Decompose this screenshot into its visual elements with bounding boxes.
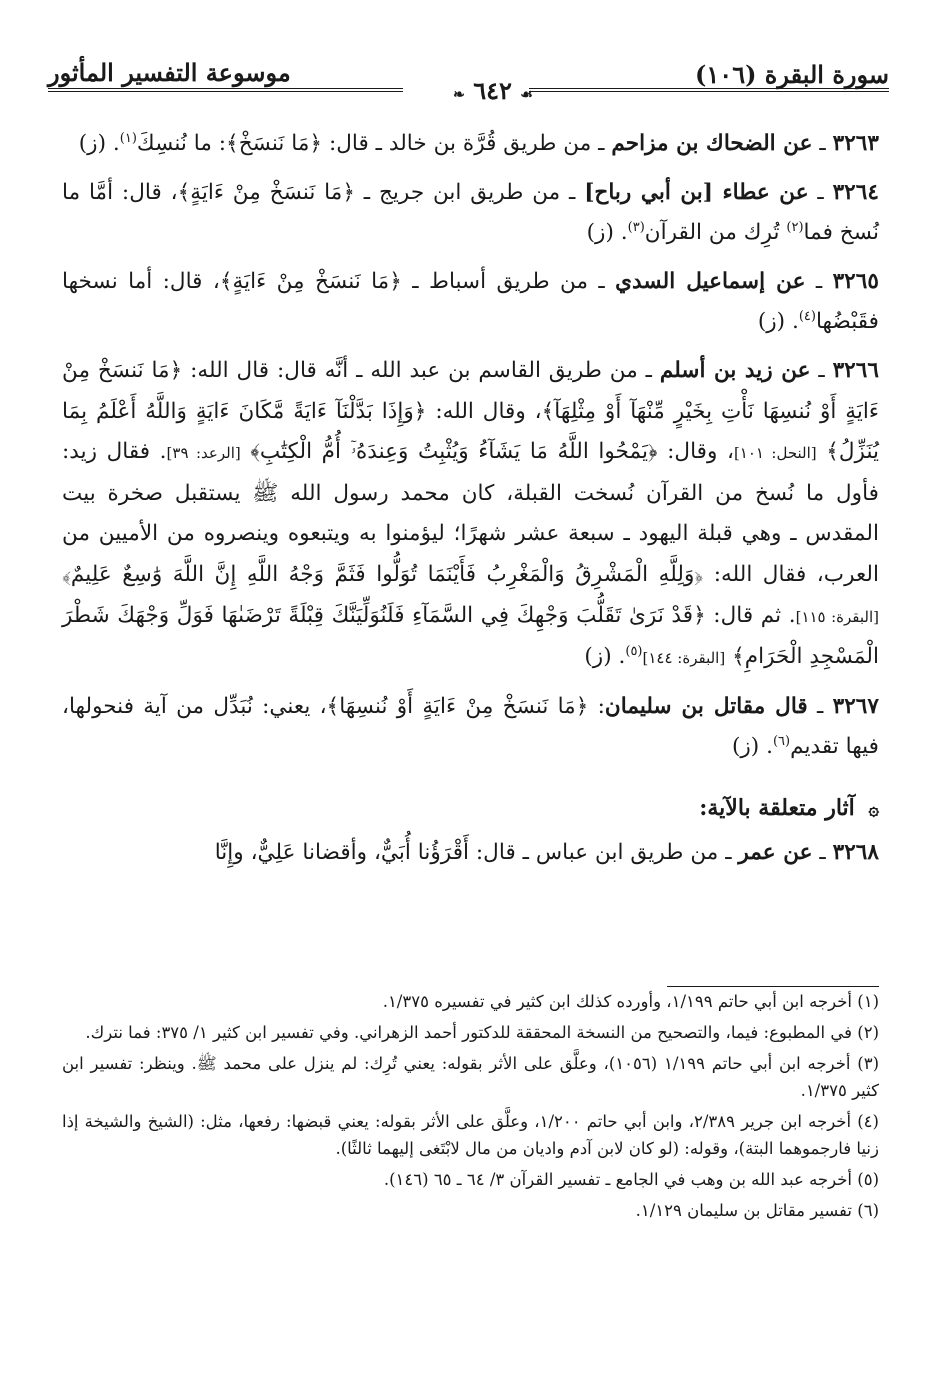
page-number-block	[418, 76, 568, 105]
footnote-mark: (١)	[119, 130, 137, 146]
entry-3265: ٣٢٦٥ ـ عن إسماعيل السدي ـ من طريق أسباط ـ ﴿مَا نَنسَخْ مِنْ ءَايَةٍ﴾، قال: أما نسخها فقَبْضُها$^{(٤)}$. (ز)	[62, 268, 879, 335]
footnote-2: (٢) في المطبوع: فيما، والتصحيح من النسخة المحققة للدكتور أحمد الزهراني. وفي تفسير ابن كثير ١/ ٣٧٥: فما نترك.	[85, 1023, 879, 1042]
entry-tail: . (ز)	[586, 220, 628, 246]
narrator: عن عمر	[738, 839, 813, 865]
footnotes	[62, 988, 879, 1228]
entry-number: ٣٢٦٧	[832, 693, 879, 719]
page-header	[48, 52, 889, 105]
star-icon: ۞	[868, 798, 879, 820]
entry-tail: . (ز)	[584, 644, 626, 670]
surah-title: سورة البقرة (١٠٦)	[695, 60, 889, 89]
ornament-right: ☙	[520, 87, 533, 103]
section-title: آثار متعلقة بالآية:	[699, 794, 855, 821]
entry-3263: ٣٢٦٣ ـ عن الضحاك بن مزاحم ـ من طريق قُرَّة بن خالد ـ قال: ﴿مَا نَنسَخْ﴾: ما نُنسِكَ$^{(١)}$. (ز)	[78, 130, 879, 156]
verse-reference: [الرعد: ٣٩]	[166, 444, 241, 463]
entry-number: ٣٢٦٨	[832, 839, 879, 865]
entry-3268: ٣٢٦٨ ـ عن عمر ـ من طريق ابن عباس ـ قال: أَقْرَؤُنا أُبَيٌّ، وأقضانا عَلِيٌّ، وإِنَّا	[214, 839, 879, 865]
entry-3266: ٣٢٦٦ ـ عن زيد بن أسلم ـ من طريق القاسم بن عبد الله ـ أنَّه قال: قال الله: ﴿مَا نَنسَخْ مِنْ ءَايَةٍ أَوْ نُنسِهَا نَأْتِ بِخَيْرٍ مِّنْهَآ أَوْ مِثْلِهَآ﴾، وقال الله: ﴿وَإِذَا بَدَّلْنَآ ءَايَةً مَّكَانَ ءَايَةٍ وَاللَّهُ أَعْلَمُ بِمَا يُنَزِّلُ﴾ [النحل: ١٠١]، وقال: ﴿يَمْحُوا اللَّهُ مَا يَشَآءُ وَيُثْبِتُ وَعِندَهُۥٓ أُمُّ الْكِتَٰبِ﴾ [الرعد: ٣٩]. فقال زيد: فأول ما نُسخ من القرآن نُسخت القبلة، كان محمد رسول الله ﷺ يستقبل صخرة بيت المقدس ـ وهي قبلة اليهود ـ سبعة عشر شهرًا؛ ليؤمنوا به ويتبعوه وينصروه من الأميين من العرب، فقال الله: ﴿وَلِلَّهِ الْمَشْرِقُ وَالْمَغْرِبُ فَأَيْنَمَا تُوَلُّوا فَثَمَّ وَجْهُ اللَّهِ إِنَّ اللَّهَ وَٰسِعٌ عَلِيمٌ﴾ [البقرة: ١١٥]. ثم قال: ﴿قَدْ نَرَىٰ تَقَلُّبَ وَجْهِكَ فِي السَّمَآءِ فَلَنُوَلِّيَنَّكَ قِبْلَةً تَرْضَىٰهَا فَوَلِّ وَجْهَكَ شَطْرَ الْمَسْجِدِ الْحَرَامِ﴾ [البقرة: ١٤٤]$^{(٥)}$. (ز)	[62, 357, 880, 670]
footnote-mark: (٤)	[798, 309, 816, 325]
narrator: قال مقاتل بن سليمان	[604, 693, 808, 719]
footnote-mark: (٢)	[786, 220, 804, 235]
footnote-mark: (٦)	[772, 734, 791, 750]
entry-3264: ٣٢٦٤ ـ عن عطاء [بن أبي رباح] ـ من طريق ابن جريج ـ ﴿مَا نَنسَخْ مِنْ ءَايَةٍ﴾، قال: أمَّا ما نُسخ فما$^{(٢)}$ تُرِك من القرآن$^{(٣)}$. (ز)	[62, 179, 879, 246]
footnote-mark: (٥)	[625, 643, 643, 659]
entry-text: ـ من طريق قُرَّة بن خالد ـ قال: ﴿مَا نَنسَخْ﴾: ما نُنسِكَ	[136, 131, 605, 156]
footnote-3: (٣) أخرجه ابن أبي حاتم ١/١٩٩ (١٠٥٦)، وعلَّق على الأثر بقوله: يعني تُرِك: لم ينزل على محمد ﷺ. وينظر: تفسير ابن كثير ١/٣٧٥.	[62, 1054, 880, 1100]
narrator: عن عطاء [بن أبي رباح]	[584, 179, 809, 205]
entry-number: ٣٢٦٣	[832, 131, 879, 156]
entry-text: ـ من طريق ابن عباس ـ قال: أَقْرَؤُنا أُبَيٌّ، وأقضانا عَلِيٌّ، وإِنَّا	[214, 839, 732, 865]
entry-3267: ٣٢٦٧ ـ قال مقاتل بن سليمان: ﴿مَا نَنسَخْ مِنْ ءَايَةٍ أَوْ نُنسِهَا﴾، يعني: نُبَدِّل من آية فنحولها، فيها تقديم$^{(٦)}$. (ز)	[62, 693, 879, 760]
entry-text: : ﴿مَا نَنسَخْ مِنْ ءَايَةٍ أَوْ نُنسِهَا﴾، يعني: نُبَدِّل من آية فنحولها، فيها تقديم	[62, 693, 879, 760]
main-text	[62, 124, 879, 881]
header-rule-left	[48, 88, 403, 92]
footnote-mark: (٣)	[627, 220, 645, 235]
entry-tail: . (ز)	[78, 131, 120, 156]
verse-reference: [النحل: ١٠١]	[733, 444, 817, 463]
entry-number: ٣٢٦٦	[832, 357, 879, 383]
header-rule-right	[529, 88, 889, 92]
narrator: عن زيد بن أسلم	[659, 357, 811, 383]
entry-text-b: ، وقال: ﴿يَمْحُوا اللَّهُ مَا يَشَآءُ وَيُثْبِتُ وَعِندَهُۥٓ أُمُّ الْكِتَٰبِ﴾	[250, 439, 734, 465]
entry-text-d: . ثم قال: ﴿قَدْ نَرَىٰ تَقَلُّبَ وَجْهِكَ فِي السَّمَآءِ فَلَنُوَلِّيَنَّكَ قِبْلَةً تَرْضَىٰهَا فَوَلِّ وَجْهَكَ شَطْرَ الْمَسْجِدِ الْحَرَامِ﴾	[62, 602, 879, 670]
footnote-6: (٦) تفسير مقاتل بن سليمان ١/١٢٩.	[635, 1201, 879, 1220]
book-title: موسوعة التفسير المأثور	[48, 58, 291, 87]
ornament-left: ❧	[453, 87, 465, 103]
entry-tail: . (ز)	[731, 734, 773, 760]
footnote-4: (٤) أخرجه ابن جرير ٢/٣٨٩، وابن أبي حاتم ١/٢٠٠، وعلَّق على الأثر بقوله: يعني قبضها: رفعها، مثل: (الشيخ والشيخة إذا زنيا فارجموهما البتة)، وقوله: (لو كان لابن آدم واديان من مال لابْتَغى إليهما ثالثًا).	[62, 1112, 879, 1158]
footnote-1: (١) أخرجه ابن أبي حاتم ١/١٩٩، وأورده كذلك ابن كثير في تفسيره ١/٣٧٥.	[382, 992, 879, 1011]
entry-number: ٣٢٦٥	[832, 268, 879, 294]
section-heading	[62, 788, 879, 831]
entry-tail: . (ز)	[757, 309, 799, 335]
verse-reference: [البقرة: ١١٥]	[795, 607, 879, 626]
narrator: عن الضحاك بن مزاحم	[611, 131, 813, 156]
entry-text: ـ من طريق أسباط ـ ﴿مَا نَنسَخْ مِنْ ءَايَةٍ﴾، قال: أما نسخها فقَبْضُها	[62, 268, 879, 335]
verse-reference: [البقرة: ١٤٤]	[642, 649, 726, 668]
footnote-5: (٥) أخرجه عبد الله بن وهب في الجامع ـ تفسير القرآن ٣/ ٦٤ ـ ٦٥ (١٤٦).	[383, 1170, 879, 1189]
entry-number: ٣٢٦٤	[832, 179, 879, 205]
entry-text: ـ من طريق القاسم بن عبد الله ـ أنَّه قال: قال الله: ﴿مَا نَنسَخْ مِنْ ءَايَةٍ أَوْ نُنسِهَا نَأْتِ بِخَيْرٍ مِّنْهَآ أَوْ مِثْلِهَآ﴾، وقال الله: ﴿وَإِذَا بَدَّلْنَآ ءَايَةً مَّكَانَ ءَايَةٍ وَاللَّهُ أَعْلَمُ بِمَا يُنَزِّلُ﴾	[62, 357, 880, 465]
entry-text-2: تُرِك من القرآن	[644, 220, 780, 246]
entry-text: ـ من طريق ابن جريج ـ ﴿مَا نَنسَخْ مِنْ ءَايَةٍ﴾، قال: أمَّا ما نُسخ فما	[62, 179, 879, 246]
entry-text-c: . فقال زيد: فأول ما نُسخ من القرآن نُسخت القبلة، كان محمد رسول الله ﷺ يستقبل صخرة بيت المقدس ـ وهي قبلة اليهود ـ سبعة عشر شهرًا؛ ليؤمنوا به ويتبعوه وينصروه من الأميين من العرب، فقال الله: ﴿وَلِلَّهِ الْمَشْرِقُ وَالْمَغْرِبُ فَأَيْنَمَا تُوَلُّوا فَثَمَّ وَجْهُ اللَّهِ إِنَّ اللَّهَ وَٰسِعٌ عَلِيمٌ﴾	[62, 439, 879, 587]
page-number: ٦٤٢	[473, 76, 512, 105]
footnote-separator	[667, 986, 879, 987]
narrator: عن إسماعيل السدي	[615, 268, 806, 294]
